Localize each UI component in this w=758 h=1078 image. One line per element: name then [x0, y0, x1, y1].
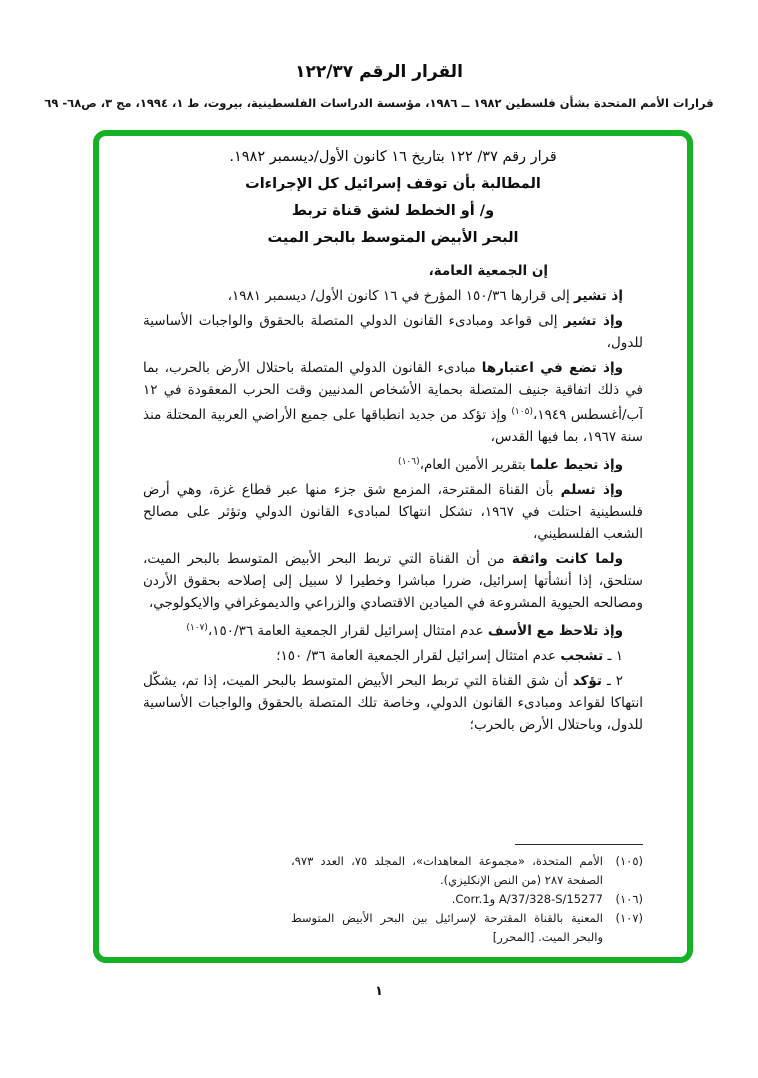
footnote-area [143, 844, 643, 947]
paragraph-text: وإذ تؤكد من جديد انطباقها على جميع الأراضي العربية المحتلة منذ سنة ١٩٦٧، بما فيها القدس، [143, 407, 643, 445]
footnote-text: A/37/328-S/15277 وCorr.1. [451, 892, 603, 906]
footnote-number: (١٠٦) [615, 892, 643, 906]
footnote-ref: (١٠٧) [186, 623, 208, 633]
paragraph-text: إلى قرارها ١٥٠/٣٦ المؤرخ في ١٦ كانون الأول/ ديسمبر ١٩٨١، [227, 288, 575, 304]
footnote-text: المعنية بالقناة المقترحة لإسرائيل بين البحر الأبيض المتوسط والبحر الميت. [المحرر] [291, 911, 603, 944]
resolution-paragraph [143, 260, 643, 282]
paragraph-text: ١ ـ [603, 648, 623, 664]
resolution-heading-line: و/ أو الخطط لشق قناة تربط [291, 203, 495, 219]
paragraph-lead-in: تؤكد [572, 673, 602, 689]
paragraph-text: عدم امتثال إسرائيل لقرار الجمعية العامة ٣٦/ ١٥٠؛ [276, 648, 561, 664]
paragraph-text: ٢ ـ [601, 673, 623, 689]
paragraph-text: من أن القناة التي تربط البحر الأبيض المتوسط بالبحر الميت، ستلحق، إذا أنشأتها إسرائيل، ضررا مباشرا وخطيرا لا سبيل إلى إصلاحه بحقوق الأردن ومصالحه الحيوية المشروعة في الميادين الاقتصادي والزراعي والديموغرافي والايكولوجي، [143, 551, 643, 611]
resolution-heading [143, 144, 643, 252]
resolution-paragraph [143, 670, 643, 736]
paragraph-text: إلى قواعد ومبادىء القانون الدولي المتصلة بالحقوق والواجبات الأساسية للدول، [143, 313, 643, 351]
footnote-text: الأمم المتحدة، «مجموعة المعاهدات»، المجلد ٧٥، العدد ٩٧٣، الصفحة ٢٨٧ (من النص الإنكليزي). [291, 854, 603, 887]
footnote [291, 890, 643, 909]
paragraph-text: بتقرير الأمين العام، [419, 457, 531, 473]
paragraph-lead-in: وإذ تشير [563, 313, 623, 329]
resolution-paragraph [143, 479, 643, 545]
footnote-list [291, 852, 643, 947]
footnote [291, 909, 643, 947]
footnote-ref: (١٠٥) [511, 407, 533, 417]
paragraph-lead-in: إن الجمعية العامة، [428, 263, 548, 279]
resolution-heading-line: البحر الأبيض المتوسط بالبحر الميت [267, 230, 519, 246]
resolution-paragraph [143, 357, 643, 448]
resolution-heading-line: قرار رقم ٣٧/ ١٢٢ بتاريخ ١٦ كانون الأول/ديسمبر ١٩٨٢. [229, 149, 557, 165]
paragraph-lead-in: تشجب [560, 648, 604, 664]
resolution-paragraph [143, 285, 643, 307]
paragraph-text: بأن القناة المقترحة، المزمع شق جزء منها عبر قطاع غزة، وهي أرض فلسطينية احتلت في ١٩٦٧، تشكل انتهاكا لمبادىء القانون الدولي وتؤثر على مصالح الشعب الفلسطيني، [143, 482, 643, 542]
page-title: القرار الرقم ١٢٢/٣٧ [295, 62, 463, 82]
resolution-paragraph [143, 548, 643, 614]
footnote [291, 852, 643, 890]
resolution-paragraph [143, 451, 643, 476]
paragraph-lead-in: إذ تشير [574, 288, 623, 304]
paragraph-lead-in: وإذ تحيط علما [530, 457, 623, 473]
paragraph-lead-in: وإذ تضع في اعتبارها [481, 360, 623, 376]
paragraph-lead-in: ولما كانت واثقة [511, 551, 623, 567]
resolution-green-frame [93, 130, 693, 963]
footnote-number: (١٠٧) [615, 911, 643, 925]
resolution-heading-line: المطالبة بأن توقف إسرائيل كل الإجراءات [245, 176, 541, 192]
source-citation-line: قرارات الأمم المتحدة بشأن فلسطين ١٩٨٢ ــ ١٩٨٦، مؤسسة الدراسات الفلسطينية، بيروت، ط ١، ١٩٩٤، مج ٣، ص٦٨- ٦٩ [44, 96, 714, 110]
paragraph-text: مبادىء القانون الدولي المتصلة باحتلال الأرض بالحرب، بما في ذلك اتفاقية جنيف المتصلة بحماية الأشخاص المدنيين وقت الحرب المعقودة في ١٢ آب/أغسطس ١٩٤٩، [143, 360, 643, 423]
paragraph-text: عدم امتثال إسرائيل لقرار الجمعية العامة ١٥٠/٣٦، [207, 623, 488, 639]
resolution-paragraph [143, 617, 643, 642]
resolution-paragraph [143, 310, 643, 354]
footnote-number: (١٠٥) [615, 854, 643, 868]
paragraph-lead-in: وإذ تلاحظ مع الأسف [487, 623, 623, 639]
footnote-separator-rule [515, 844, 643, 845]
page-number: ١ [375, 984, 383, 999]
resolution-body [143, 260, 643, 844]
resolution-paragraph [143, 645, 643, 667]
footnote-ref: (١٠٦) [398, 457, 420, 467]
paragraph-text: أن شق القناة التي تربط البحر الأبيض المتوسط بالبحر الميت، إذا تم، يشكّل انتهاكا لقواعد ومبادىء القانون الدولي، وخاصة تلك المتصلة بالحقوق والواجبات الأساسية للدول، وباحتلال الأرض بالحرب؛ [143, 673, 643, 733]
paragraph-lead-in: وإذ تسلم [560, 482, 623, 498]
